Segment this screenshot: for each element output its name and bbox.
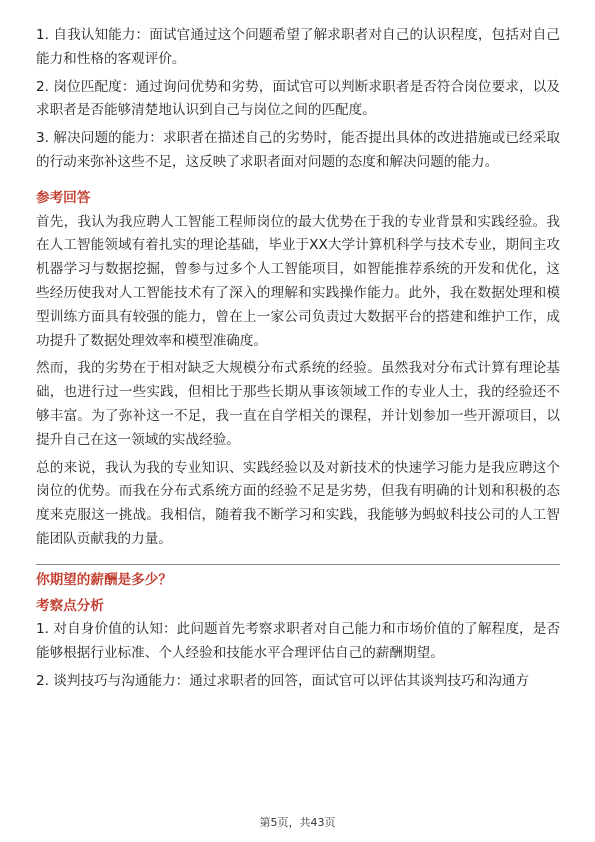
list-item: 3. 解决问题的能力：求职者在描述自己的劣势时，能否提出具体的改进措施或已经采取的行动来弥补这些不足，这反映了求职者面对问题的态度和解决问题的能力。 — [36, 130, 560, 170]
question-heading: 你期望的薪酬是多少？ — [36, 571, 172, 588]
page-content — [36, 24, 560, 694]
page-footer: 第5页，共43页 — [259, 816, 336, 829]
list-item: 2. 谈判技巧与沟通能力：通过求职者的回答，面试官可以评估其谈判技巧和沟通方 — [36, 672, 530, 689]
list-item: 2. 岗位匹配度：通过询问优势和劣势，面试官可以判断求职者是否符合岗位要求，以及求职者是否能够清楚地认识到自己与岗位之间的匹配度。 — [36, 78, 560, 119]
analysis-heading: 考察点分析 — [36, 597, 104, 614]
reference-answer-heading: 参考回答 — [36, 189, 91, 206]
section-divider — [36, 564, 560, 565]
answer-paragraph: 总的来说，我认为我的专业知识、实践经验以及对新技术的快速学习能力是我应聘这个岗位的优势。而我在分布式系统方面的经验不足是劣势，但我有明确的计划和积极的态度来克服这一挑战。我相信，随着我不断学习和实践，我能够为蚂蚁科技公司的人工智能团队贡献我的力量。 — [36, 459, 560, 547]
list-item: 1. 自我认知能力：面试官通过这个问题希望了解求职者对自己的认识程度，包括对自己能力和性格的客观评价。 — [36, 27, 560, 67]
list-item: 1. 对自身价值的认知：此问题首先考察求职者对自己能力和市场价值的了解程度，是否能够根据行业标准、个人经验和技能水平合理评估自己的薪酬期望。 — [36, 621, 560, 662]
answer-paragraph: 首先，我认为我应聘人工智能工程师岗位的最大优势在于我的专业背景和实践经验。我在人工智能领域有着扎实的理论基础，毕业于XX大学计算机科学与技术专业，期间主攻机器学习与数据挖掘，曾参与过多个人工智能项目，如智能推荐系统的开发和优化，这些经历使我对人工智能技术有了深入的理解和实践操作能力。此外，我在数据处理和模型训练方面具有较强的能力，曾在上一家公司负责过大数据平台的搭建和维护工作，成功提升了数据处理效率和模型准确度。 — [36, 213, 560, 349]
answer-paragraph: 然而，我的劣势在于相对缺乏大规模分布式系统的经验。虽然我对分布式计算有理论基础，也进行过一些实践，但相比于那些长期从事该领域工作的专业人士，我的经验还不够丰富。为了弥补这一不足，我一直在自学相关的课程，并计划参加一些开源项目，以提升自己在这一领域的实战经验。 — [36, 360, 560, 448]
